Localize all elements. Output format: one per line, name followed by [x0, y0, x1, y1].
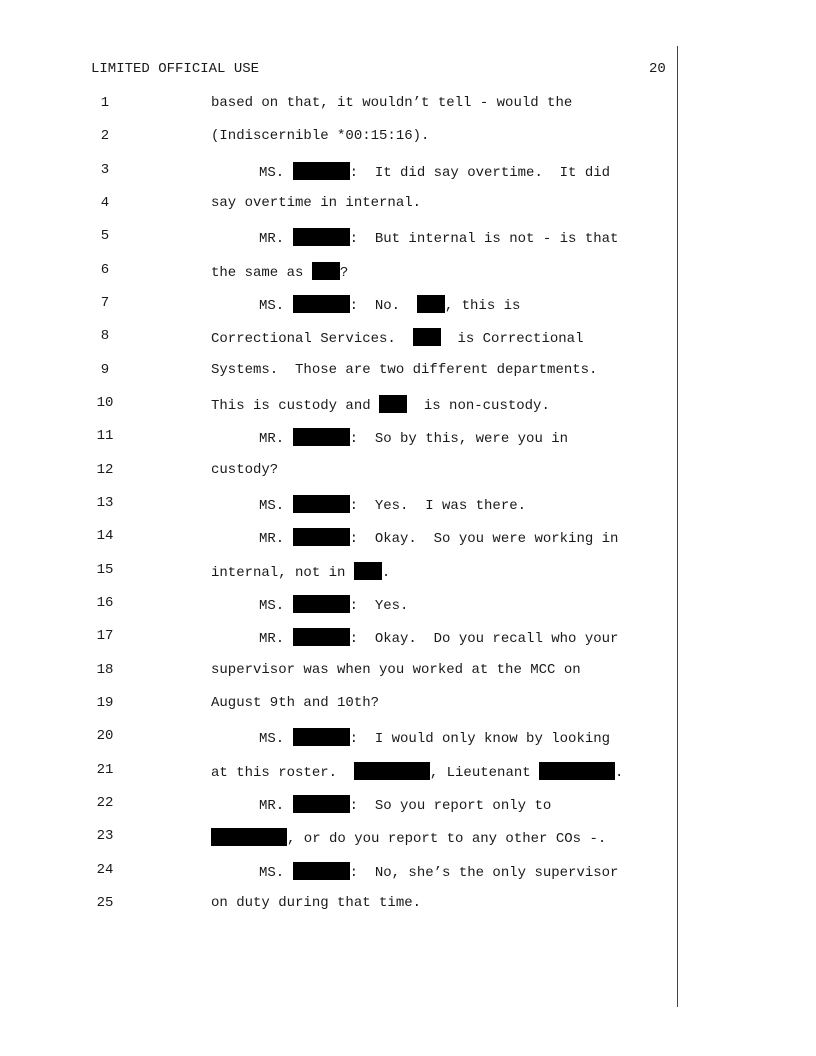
redaction-box [413, 328, 441, 346]
redaction-box [293, 862, 350, 880]
transcript-line [0, 595, 816, 615]
line-number: 19 [96, 695, 114, 711]
redaction-box [293, 628, 350, 646]
line-number: 12 [96, 462, 114, 478]
redaction-box [293, 528, 350, 546]
transcript-line [0, 862, 816, 882]
redaction-box [539, 762, 615, 780]
line-number: 8 [100, 328, 110, 344]
line-number: 7 [100, 295, 110, 311]
line-text: internal, not in . [211, 562, 390, 581]
page-number: 20 [649, 61, 666, 77]
line-number: 15 [96, 562, 114, 578]
line-number: 18 [96, 662, 114, 678]
line-text: say overtime in internal. [211, 195, 422, 211]
transcript-line [0, 528, 816, 548]
line-text: on duty during that time. [211, 895, 422, 911]
line-text: This is custody and is non-custody. [211, 395, 550, 414]
line-text: MS. : It did say overtime. It did [259, 162, 610, 181]
line-number: 22 [96, 795, 114, 811]
redaction-box [379, 395, 407, 413]
transcript-line [0, 428, 816, 448]
transcript-line [0, 395, 816, 415]
line-text: MR. : So by this, were you in [259, 428, 568, 447]
transcript-line [0, 728, 816, 748]
line-number: 2 [100, 128, 110, 144]
line-number: 4 [100, 195, 110, 211]
line-number: 14 [96, 528, 114, 544]
line-text: MS. : No, she’s the only supervisor [259, 862, 618, 881]
line-text: MR. : But internal is not - is that [259, 228, 618, 247]
line-text: MS. : No. , this is [259, 295, 520, 314]
line-text: based on that, it wouldn’t tell - would the [211, 95, 573, 111]
line-number: 13 [96, 495, 114, 511]
redaction-box [293, 228, 350, 246]
line-number: 5 [100, 228, 110, 244]
line-text: MR. : Okay. So you were working in [259, 528, 618, 547]
transcript-line [0, 462, 816, 482]
transcript-line [0, 762, 816, 782]
transcript-line [0, 95, 816, 115]
transcript-line [0, 128, 816, 148]
classification-header: LIMITED OFFICIAL USE [91, 61, 260, 77]
transcript-line [0, 162, 816, 182]
redaction-box [312, 262, 340, 280]
transcript-line [0, 828, 816, 848]
line-text: Systems. Those are two different departments. [211, 362, 598, 378]
line-number: 9 [100, 362, 110, 378]
transcript-line [0, 628, 816, 648]
transcript-line [0, 262, 816, 282]
redaction-box [293, 295, 350, 313]
line-text: MR. : So you report only to [259, 795, 551, 814]
line-number: 11 [96, 428, 114, 444]
line-number: 6 [100, 262, 110, 278]
line-text: at this roster. , Lieutenant . [211, 762, 623, 781]
transcript-line [0, 295, 816, 315]
redaction-box [211, 828, 287, 846]
line-text: MS. : Yes. I was there. [259, 495, 526, 514]
line-number: 17 [96, 628, 114, 644]
line-number: 3 [100, 162, 110, 178]
line-number: 16 [96, 595, 114, 611]
line-text: (Indiscernible *00:15:16). [211, 128, 430, 144]
line-number: 21 [96, 762, 114, 778]
line-number: 24 [96, 862, 114, 878]
redaction-box [417, 295, 445, 313]
line-text: , or do you report to any other COs -. [211, 828, 606, 847]
redaction-box [354, 562, 382, 580]
line-number: 20 [96, 728, 114, 744]
transcript-line [0, 562, 816, 582]
line-number: 23 [96, 828, 114, 844]
transcript-line [0, 662, 816, 682]
line-text: MS. : Yes. [259, 595, 408, 614]
line-text: custody? [211, 462, 279, 478]
line-text: MR. : Okay. Do you recall who your [259, 628, 618, 647]
transcript-line [0, 362, 816, 382]
line-number: 10 [96, 395, 114, 411]
redaction-box [293, 428, 350, 446]
transcript-line [0, 895, 816, 915]
line-text: supervisor was when you worked at the MCC on [211, 662, 581, 678]
redaction-box [293, 728, 350, 746]
line-text: Correctional Services. is Correctional [211, 328, 583, 347]
transcript-line [0, 328, 816, 348]
line-text: MS. : I would only know by looking [259, 728, 610, 747]
transcript-line [0, 495, 816, 515]
transcript-line [0, 795, 816, 815]
line-number: 1 [100, 95, 110, 111]
transcript-line [0, 195, 816, 215]
transcript-line [0, 695, 816, 715]
redaction-box [293, 162, 350, 180]
transcript-line [0, 228, 816, 248]
line-text: August 9th and 10th? [211, 695, 380, 711]
redaction-box [293, 495, 350, 513]
redaction-box [293, 595, 350, 613]
redaction-box [293, 795, 350, 813]
line-number: 25 [96, 895, 114, 911]
redaction-box [354, 762, 430, 780]
line-text: the same as ? [211, 262, 348, 281]
